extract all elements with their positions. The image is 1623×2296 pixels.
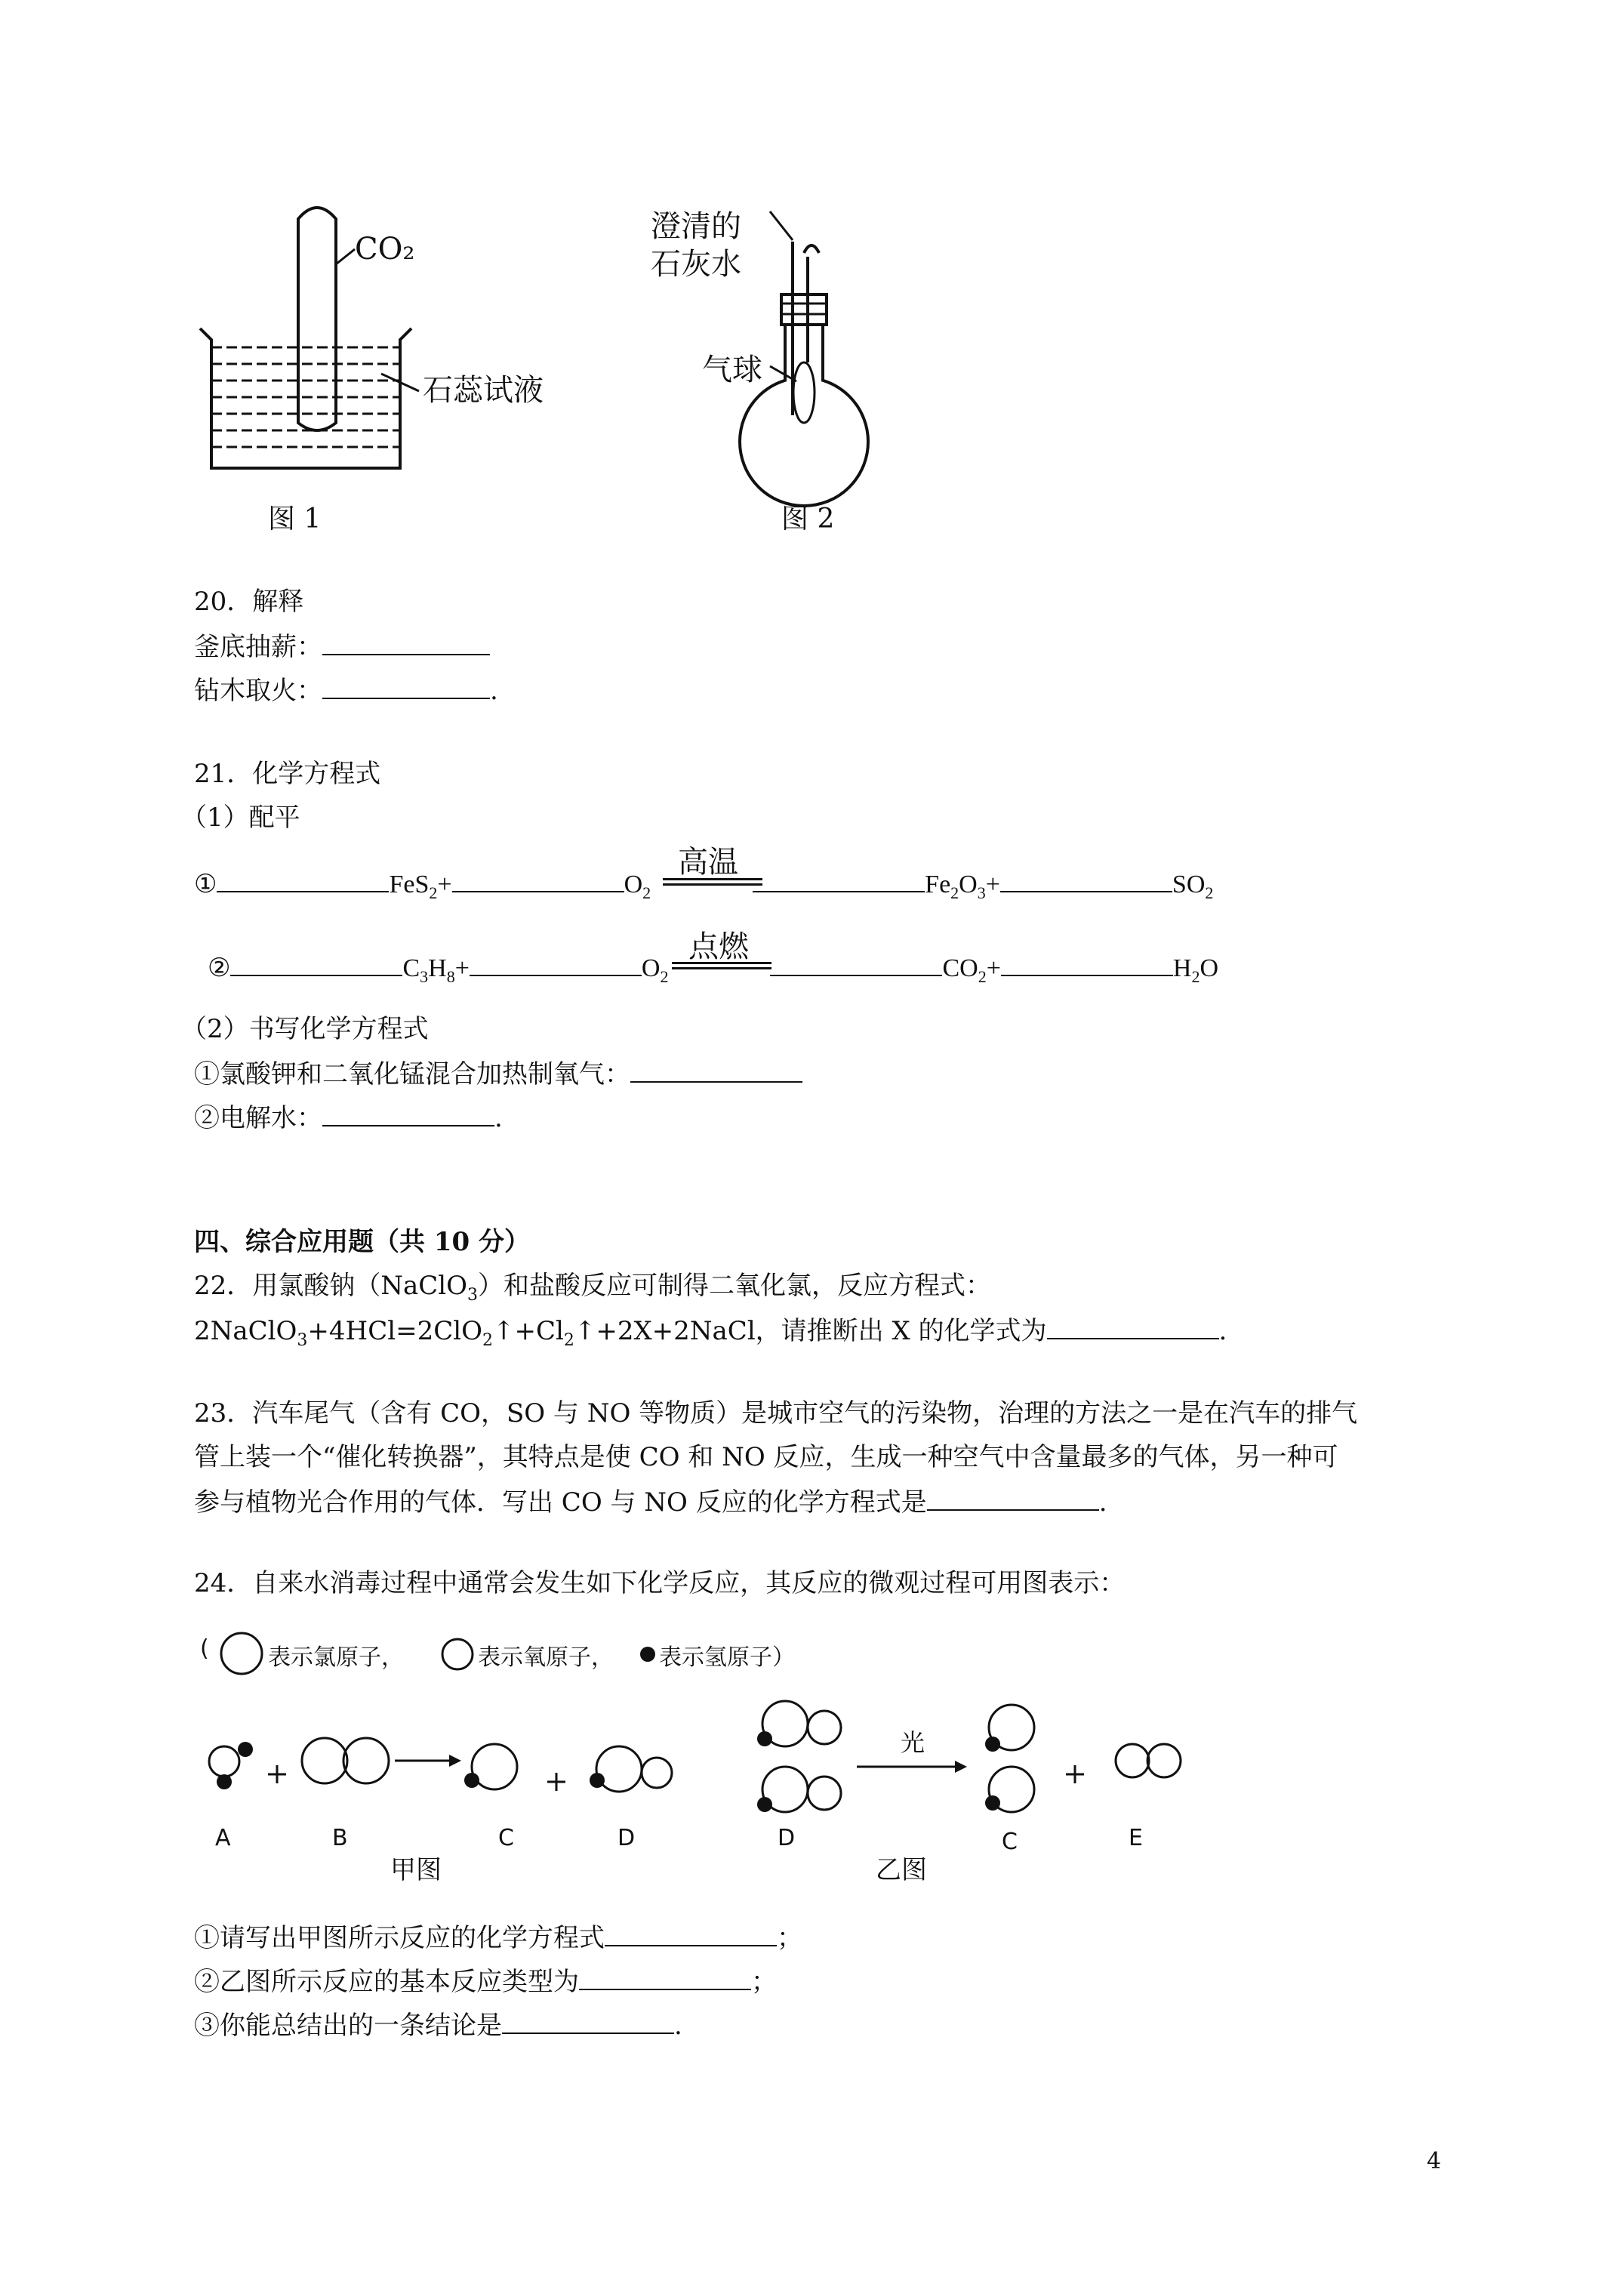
figure-1 bbox=[192, 196, 585, 535]
oxygen-atom-icon bbox=[440, 1637, 475, 1672]
page-number: 4 bbox=[1427, 2148, 1442, 2174]
q24-item1-text: ①请写出甲图所示反应的化学方程式 bbox=[194, 1923, 605, 1953]
chlorine-atom-icon bbox=[219, 1631, 264, 1676]
eq1-blank-3[interactable] bbox=[753, 870, 925, 892]
eq1-plus-1: + bbox=[437, 871, 452, 898]
q20-title: 20．解释 bbox=[194, 587, 304, 617]
eq2-r2-sub: 2 bbox=[660, 967, 669, 986]
q24-legend bbox=[192, 1631, 872, 1676]
q22-line1-sub: 3 bbox=[467, 1286, 479, 1305]
q24-item2-text: ②乙图所示反应的基本反应类型为 bbox=[194, 1967, 579, 1997]
eq2-condition: 点燃 bbox=[688, 929, 749, 964]
q21-item2-text: ②电解水： bbox=[194, 1103, 322, 1133]
eq2-equals-sign bbox=[672, 962, 771, 969]
eq2-r1: C bbox=[402, 954, 420, 982]
q24-blank-1[interactable] bbox=[605, 1924, 777, 1946]
label-d: D bbox=[617, 1825, 636, 1851]
eq1-equals-sign bbox=[663, 878, 762, 886]
q20-line2 bbox=[194, 676, 498, 704]
co2-label: CO₂ bbox=[355, 232, 415, 267]
figure-2 bbox=[651, 196, 898, 535]
q21-blank-5[interactable] bbox=[630, 1060, 802, 1083]
label-c-2: C bbox=[1002, 1829, 1018, 1855]
eq1-blank-1[interactable] bbox=[217, 870, 389, 892]
q20-line2-text: 钻木取火： bbox=[194, 676, 322, 706]
eq2-p2: H bbox=[1172, 954, 1192, 982]
label-e: E bbox=[1129, 1825, 1143, 1851]
eq2-blank-3[interactable] bbox=[770, 954, 942, 976]
eq2-r1-sub2: 8 bbox=[446, 967, 455, 986]
eq1-r1: FeS bbox=[389, 871, 430, 898]
eq1-blank-2[interactable] bbox=[452, 870, 624, 892]
q23-blank[interactable] bbox=[927, 1488, 1099, 1511]
q22-line1b: ）和盐酸反应可制得二氧化氯，反应方程式： bbox=[478, 1271, 992, 1301]
q24-item2-end: ； bbox=[751, 1967, 777, 1997]
q21-title: 21．化学方程式 bbox=[194, 759, 381, 789]
q24-item3 bbox=[194, 2011, 682, 2039]
q22-line2 bbox=[194, 1317, 1227, 1349]
legend-o: 表示氧原子， bbox=[478, 1644, 614, 1671]
label-a: A bbox=[215, 1825, 231, 1851]
eq2-plus-2: + bbox=[986, 954, 1001, 982]
eq2-r1-sub1: 3 bbox=[420, 967, 429, 986]
eq2-blank-2[interactable] bbox=[470, 954, 642, 976]
q24-item1 bbox=[194, 1924, 802, 1951]
q21-item2-end: . bbox=[494, 1103, 503, 1133]
molecule-e bbox=[1116, 1744, 1181, 1777]
figure-1-caption: 图 1 bbox=[268, 504, 322, 535]
jia-label: 甲图 bbox=[390, 1855, 442, 1885]
q21-part2: （2）书写化学方程式 bbox=[181, 1014, 429, 1044]
q22-line2d: ↑+2X+2NaCl，请推断出 X 的化学式为 bbox=[574, 1316, 1047, 1346]
q20-blank-1[interactable] bbox=[322, 633, 490, 655]
q24-item1-end: ； bbox=[777, 1923, 802, 1953]
q24-reaction-diagram bbox=[192, 1691, 1249, 1910]
eq1-plus-2: + bbox=[985, 871, 1000, 898]
yi-label: 乙图 bbox=[876, 1855, 927, 1885]
eq1-p2-sub: 2 bbox=[1205, 883, 1214, 902]
q22-end: . bbox=[1218, 1316, 1227, 1346]
q20-blank-2[interactable] bbox=[322, 676, 490, 699]
eq2-r2: O bbox=[641, 954, 661, 982]
q23-line3-text: 参与植物光合作用的气体．写出 CO 与 NO 反应的化学方程式是 bbox=[194, 1487, 927, 1518]
q21-item1-text: ①氯酸钾和二氧化锰混合加热制氧气： bbox=[194, 1059, 630, 1089]
legend-cl: 表示氯原子， bbox=[268, 1644, 404, 1671]
limewater-label-1: 澄清的 bbox=[651, 209, 741, 244]
q22-line2-sub3: 2 bbox=[563, 1331, 574, 1350]
molecule-c bbox=[464, 1744, 517, 1789]
q21-item1 bbox=[194, 1060, 802, 1087]
plus-3 bbox=[1066, 1765, 1084, 1783]
eq1-num: ① bbox=[194, 871, 217, 898]
label-c: C bbox=[498, 1825, 514, 1851]
arrow-1 bbox=[395, 1755, 461, 1767]
label-d-2: D bbox=[778, 1825, 796, 1851]
q23-line1: 23．汽车尾气（含有 CO，SO 与 NO 等物质）是城市空气的污染物，治理的方法之一是在汽车的排气 bbox=[194, 1398, 1358, 1428]
eq1-p2: SO bbox=[1172, 871, 1206, 898]
section-4-title: 四、综合应用题（共 10 分） bbox=[194, 1227, 530, 1257]
q20-line2-end: . bbox=[490, 676, 498, 706]
molecule-b bbox=[302, 1738, 389, 1783]
eq2-p2-end: O bbox=[1200, 954, 1219, 982]
eq1-r2: O bbox=[624, 871, 643, 898]
q24-item3-text: ③你能总结出的一条结论是 bbox=[194, 2011, 502, 2041]
q20-line1 bbox=[194, 633, 490, 660]
eq1-condition: 高温 bbox=[678, 845, 738, 880]
q24-item2 bbox=[194, 1968, 777, 1995]
eq2-r1-mid: H bbox=[428, 954, 447, 982]
eq1-blank-4[interactable] bbox=[1000, 870, 1172, 892]
q24-blank-3[interactable] bbox=[502, 2011, 674, 2034]
legend-open-paren: ( bbox=[200, 1635, 209, 1662]
q23-line3 bbox=[194, 1487, 1107, 1518]
eq2-blank-1[interactable] bbox=[230, 954, 402, 976]
eq1-p1-sub1: 2 bbox=[950, 883, 959, 902]
q24-blank-2[interactable] bbox=[579, 1968, 751, 1990]
plus-1 bbox=[268, 1765, 286, 1783]
hydrogen-atom-icon bbox=[639, 1646, 656, 1663]
light-label: 光 bbox=[901, 1728, 925, 1757]
legend-h: 表示氢原子） bbox=[659, 1644, 795, 1671]
arrow-2 bbox=[857, 1761, 967, 1773]
plus-2 bbox=[547, 1773, 565, 1791]
molecule-d bbox=[590, 1746, 672, 1792]
q23-line2: 管上装一个“催化转换器”，其特点是使 CO 和 NO 反应，生成一种空气中含量最多的气体，另一种可 bbox=[194, 1442, 1338, 1472]
eq2-p1: CO bbox=[942, 954, 978, 982]
eq1-r1-sub: 2 bbox=[429, 883, 438, 902]
molecule-a bbox=[209, 1742, 253, 1789]
molecule-d-top bbox=[757, 1701, 841, 1746]
q21-blank-6[interactable] bbox=[322, 1104, 494, 1126]
eq2-plus-1: + bbox=[454, 954, 470, 982]
eq2-num: ② bbox=[208, 954, 231, 982]
q22-line1 bbox=[194, 1273, 991, 1304]
q22-blank[interactable] bbox=[1047, 1317, 1219, 1339]
eq2-blank-4[interactable] bbox=[1001, 954, 1173, 976]
molecule-c-top bbox=[985, 1705, 1034, 1752]
eq1-p1: Fe bbox=[925, 871, 951, 898]
q24-title: 24．自来水消毒过程中通常会发生如下化学反应，其反应的微观过程可用图表示： bbox=[194, 1568, 1126, 1598]
eq1-r2-sub: 2 bbox=[642, 883, 651, 902]
molecule-c-bottom bbox=[985, 1767, 1034, 1812]
label-b: B bbox=[332, 1825, 348, 1851]
q22-line1a: 22．用氯酸钠（NaClO bbox=[194, 1271, 468, 1301]
reaction-svg bbox=[192, 1691, 1249, 1910]
eq2-p1-sub: 2 bbox=[978, 967, 987, 986]
q22-line2b: +4HCl=2ClO bbox=[307, 1316, 482, 1346]
q20-line1-text: 釜底抽薪： bbox=[194, 632, 322, 662]
litmus-label: 石蕊试液 bbox=[423, 373, 544, 408]
molecule-d-bottom bbox=[757, 1767, 841, 1812]
q22-line2a: 2NaClO bbox=[194, 1316, 297, 1346]
q24-item3-end: . bbox=[674, 2011, 682, 2041]
figure-2-caption: 图 2 bbox=[781, 504, 835, 535]
q21-item2 bbox=[194, 1104, 503, 1131]
eq1-p1-sub2: 3 bbox=[977, 883, 986, 902]
eq2-p2-sub: 2 bbox=[1191, 967, 1200, 986]
q22-line2c: ↑+Cl bbox=[492, 1316, 564, 1346]
q21-part1: （1）配平 bbox=[181, 803, 300, 833]
q22-line2-sub2: 2 bbox=[482, 1331, 493, 1350]
q23-end: . bbox=[1098, 1487, 1107, 1518]
eq1-p1-mid: O bbox=[959, 871, 978, 898]
limewater-label-2: 石灰水 bbox=[651, 247, 741, 282]
balloon-label: 气球 bbox=[702, 353, 762, 387]
q22-line2-sub1: 3 bbox=[297, 1331, 308, 1350]
